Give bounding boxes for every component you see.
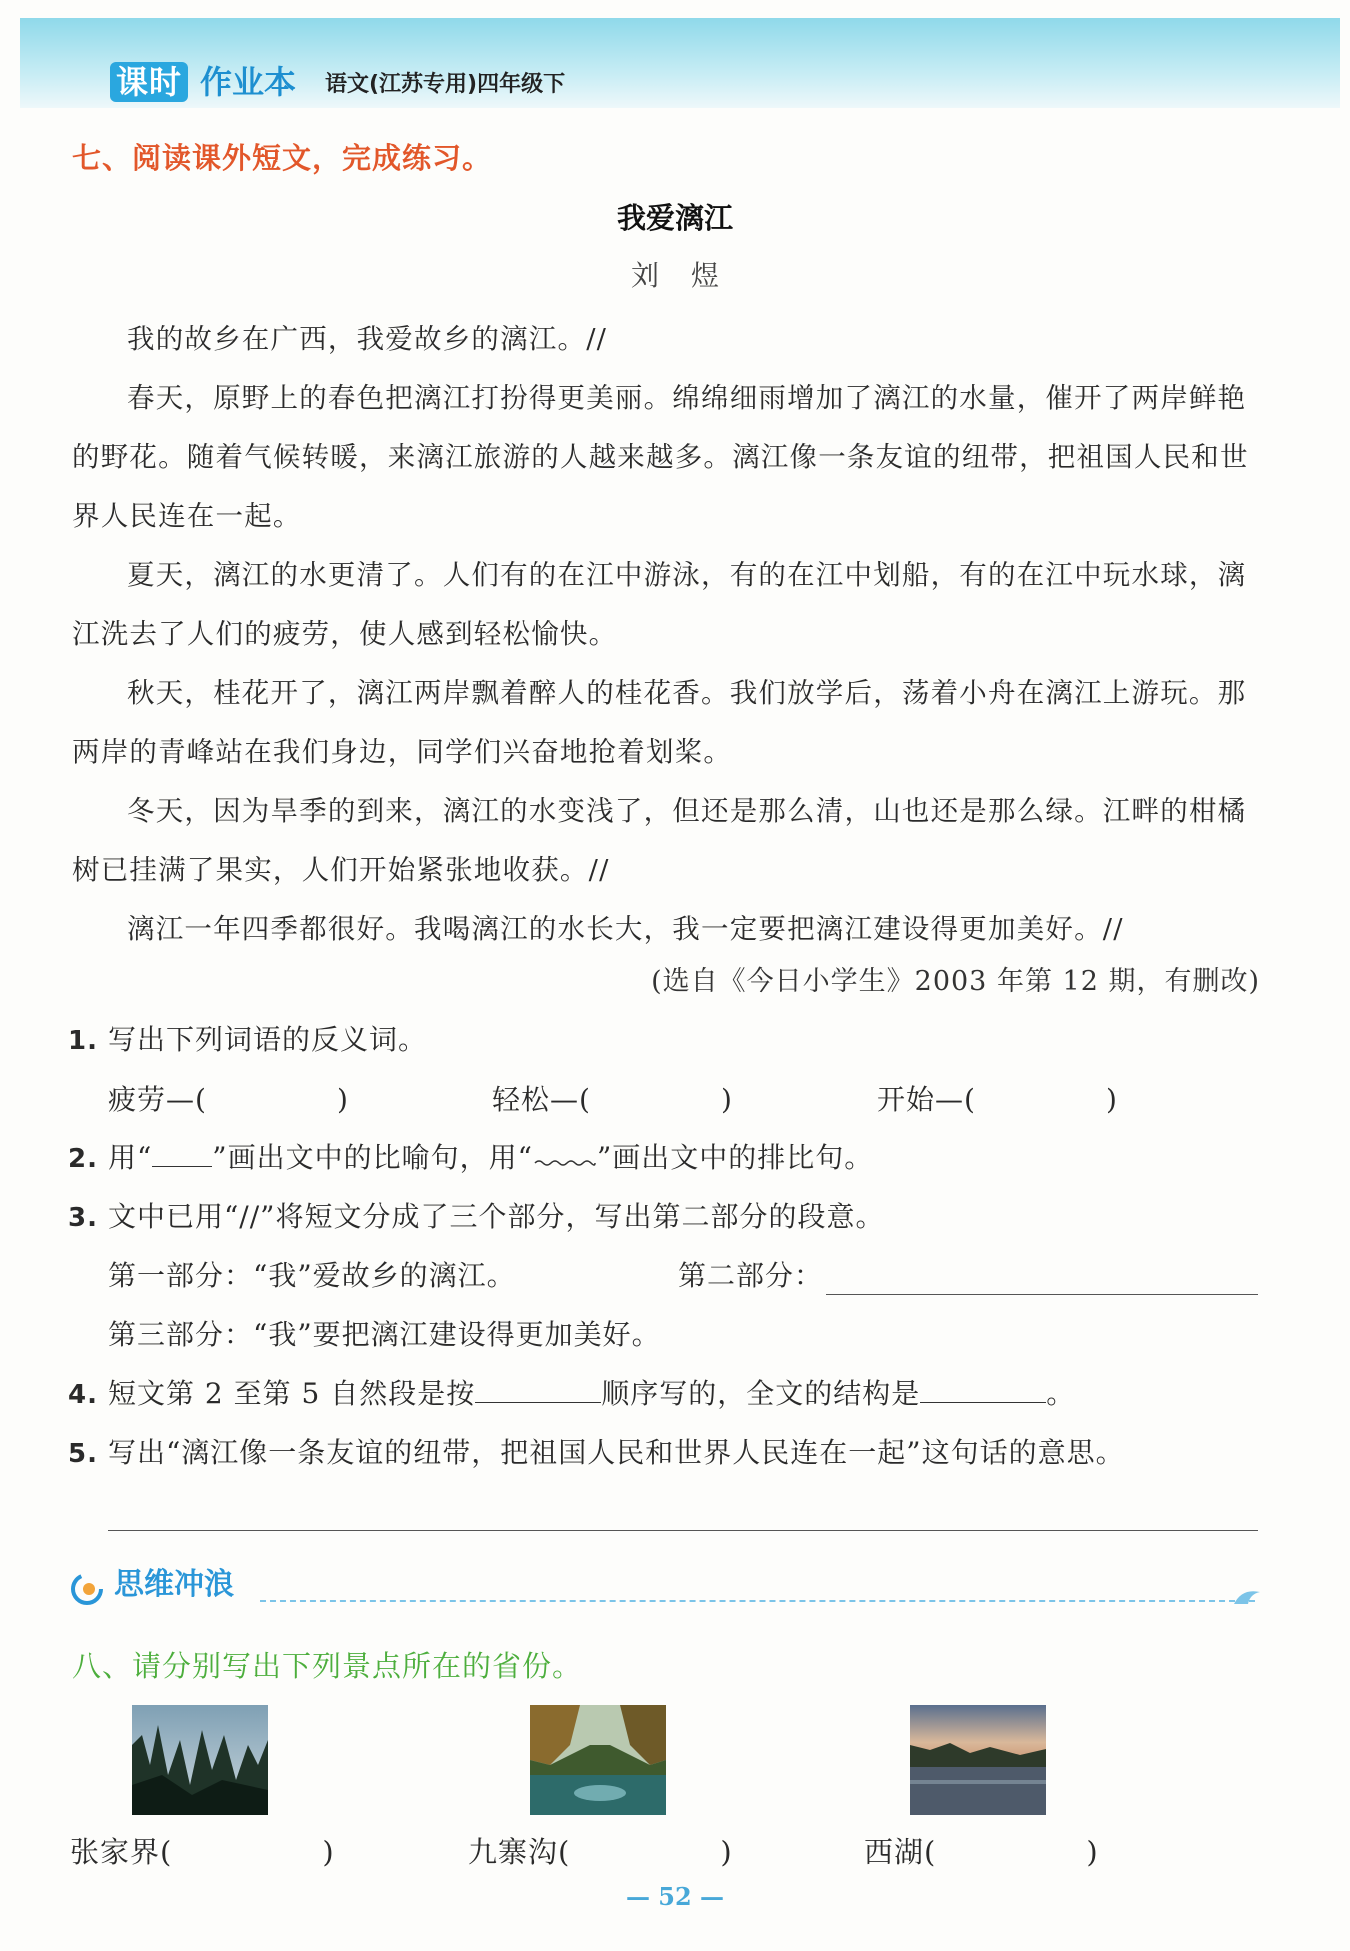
paragraph: 春天，原野上的春色把漓江打扮得更美丽。绵绵细雨增加了漓江的水量，催开了两岸鲜艳的野花。随着气候转暖，来漓江旅游的人越来越多。漓江像一条友谊的纽带，把祖国人民和世界人民连在一起。 bbox=[72, 382, 1249, 532]
question-3 bbox=[68, 1197, 884, 1238]
place-zhangjiajie[interactable] bbox=[70, 1832, 335, 1872]
logo-text: 作业本 bbox=[200, 63, 297, 101]
antonym-word: 轻松—( bbox=[492, 1083, 591, 1116]
place-name: 张家界( bbox=[70, 1835, 173, 1869]
article-title: 我爱漓江 bbox=[616, 201, 733, 235]
antonym-item-1[interactable] bbox=[108, 1080, 349, 1120]
question-number: 3. bbox=[68, 1203, 98, 1233]
article-source: (选自《今日小学生》2003 年第 12 期，有删改) bbox=[651, 966, 1260, 997]
question-text: 写出下列词语的反义词。 bbox=[107, 1023, 427, 1056]
question-5 bbox=[68, 1433, 1125, 1474]
part-2-answer-line[interactable] bbox=[826, 1294, 1258, 1295]
order-answer-blank[interactable] bbox=[475, 1376, 601, 1403]
structure-answer-blank[interactable] bbox=[920, 1376, 1046, 1403]
question-text: ”画出文中的比喻句，用“ bbox=[212, 1141, 533, 1174]
question-text: 。 bbox=[1046, 1377, 1076, 1410]
paren-close: ) bbox=[720, 1083, 733, 1116]
paren-close: ) bbox=[1105, 1083, 1118, 1116]
question-number: 2. bbox=[68, 1144, 98, 1174]
zhangjiajie-photo bbox=[132, 1705, 268, 1815]
paragraph: 秋天，桂花开了，漓江两岸飘着醉人的桂花香。我们放学后，荡着小舟在漓江上游玩。那两岸的青峰站在我们身边，同学们兴奋地抢着划桨。 bbox=[72, 677, 1247, 768]
thinking-title: 思维冲浪 bbox=[114, 1567, 234, 1602]
antonym-item-3[interactable] bbox=[877, 1080, 1118, 1120]
section7-title: 七、阅读课外短文，完成练习。 bbox=[72, 141, 493, 175]
question-text: 写出“漓江像一条友谊的纽带，把祖国人民和世界人民连在一起”这句话的意思。 bbox=[107, 1436, 1125, 1469]
wave-icon bbox=[1232, 1584, 1262, 1606]
question-text: 顺序写的，全文的结构是 bbox=[601, 1377, 921, 1410]
straight-line-mark bbox=[152, 1140, 212, 1167]
page-number: — 52 — bbox=[625, 1882, 725, 1911]
jiuzhaigou-photo bbox=[530, 1705, 666, 1815]
question-number: 4. bbox=[68, 1380, 98, 1410]
paren-close: ) bbox=[720, 1835, 733, 1869]
swirl-icon bbox=[70, 1572, 104, 1606]
question-1 bbox=[68, 1020, 427, 1061]
question-text: 文中已用“//”将短文分成了三个部分，写出第二部分的段意。 bbox=[107, 1200, 885, 1233]
paragraph: 冬天，因为旱季的到来，漓江的水变浅了，但还是那么清，山也还是那么绿。江畔的柑橘树已挂满了果实，人们开始紧张地收获。// bbox=[72, 795, 1247, 886]
question-2 bbox=[68, 1138, 873, 1179]
q5-answer-line[interactable] bbox=[108, 1530, 1258, 1531]
question-text: ”画出文中的排比句。 bbox=[596, 1141, 874, 1174]
passage bbox=[72, 310, 1262, 959]
logo-mark: 课时 bbox=[110, 62, 188, 102]
paren-close: ) bbox=[336, 1083, 349, 1116]
place-name: 九寨沟( bbox=[468, 1835, 571, 1869]
antonym-word: 开始—( bbox=[877, 1083, 976, 1116]
paragraph: 夏天，漓江的水更清了。人们有的在江中游泳，有的在江中划船，有的在江中玩水球，漓江洗去了人们的疲劳，使人感到轻松愉快。 bbox=[72, 559, 1247, 650]
question-number: 5. bbox=[68, 1439, 98, 1469]
part-1-summary: 第一部分：“我”爱故乡的漓江。 bbox=[108, 1259, 516, 1292]
antonym-word: 疲劳—( bbox=[108, 1083, 207, 1116]
wavy-line-mark bbox=[533, 1141, 597, 1167]
section8-title: 八、请分别写出下列景点所在的省份。 bbox=[72, 1649, 583, 1683]
west-lake-photo bbox=[910, 1705, 1046, 1815]
question-text: 用“ bbox=[107, 1141, 153, 1174]
place-jiuzhaigou[interactable] bbox=[468, 1832, 733, 1872]
question-4 bbox=[68, 1374, 1075, 1415]
part-3-summary: 第三部分：“我”要把漓江建设得更加美好。 bbox=[108, 1318, 661, 1351]
question-number: 1. bbox=[68, 1026, 98, 1056]
paragraph: 我的故乡在广西，我爱故乡的漓江。// bbox=[127, 323, 608, 355]
part-2-label: 第二部分： bbox=[678, 1259, 824, 1292]
article-author: 刘煜 bbox=[630, 259, 751, 292]
place-west-lake[interactable] bbox=[864, 1832, 1099, 1872]
paren-close: ) bbox=[1086, 1835, 1099, 1869]
question-text: 短文第 2 至第 5 自然段是按 bbox=[107, 1377, 476, 1410]
place-name: 西湖( bbox=[864, 1835, 937, 1869]
paragraph: 漓江一年四季都很好。我喝漓江的水长大，我一定要把漓江建设得更加美好。// bbox=[127, 913, 1124, 945]
subject-label: 语文(江苏专用)四年级下 bbox=[325, 72, 566, 97]
dashed-divider bbox=[260, 1600, 1255, 1602]
antonym-item-2[interactable] bbox=[492, 1080, 733, 1120]
paren-close: ) bbox=[322, 1835, 335, 1869]
